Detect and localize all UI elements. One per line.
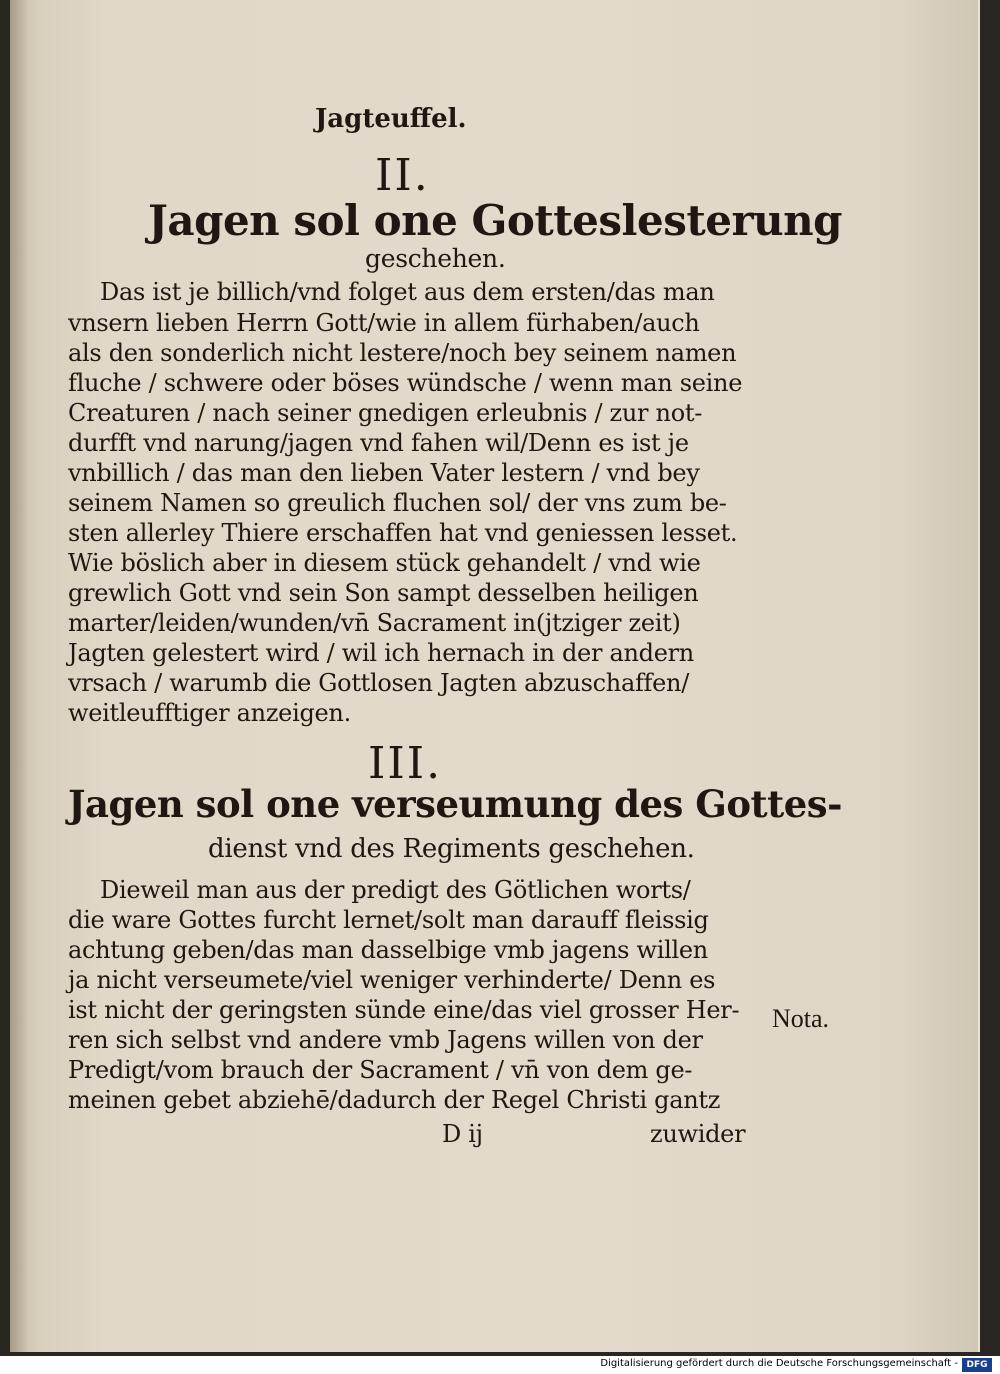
section-heading-iii: Jagen sol one verseumung des Gottes-	[68, 782, 842, 826]
text-line: grewlich Gott vnd sein Son sampt desselben heiligen	[68, 579, 699, 607]
footer-credit: Digitalisierung gefördert durch die Deutsche Forschungsgemeinschaft -	[600, 1358, 958, 1369]
text-line: meinen gebet abziehē/dadurch der Regel Christi gantz	[68, 1086, 721, 1114]
text-line: weitleufftiger anzeigen.	[68, 699, 351, 727]
text-line: ist nicht der geringsten sünde eine/das viel grosser Her-	[68, 996, 740, 1024]
section-heading-ii: Jagen sol one Gotteslesterung	[148, 196, 843, 245]
running-head: Jagteuffel.	[315, 104, 467, 134]
page-gutter-shadow	[10, 0, 28, 1352]
text-line: Creaturen / nach seiner gnedigen erleubnis / zur not-	[68, 399, 703, 427]
text-line: seinem Namen so greulich fluchen sol/ der vns zum be-	[68, 489, 727, 517]
text-line: Predigt/vom brauch der Sacrament / vn̄ von dem ge-	[68, 1056, 693, 1084]
section-numeral-ii: II.	[375, 150, 430, 201]
text-line: vrsach / warumb die Gottlosen Jagten abzuschaffen/	[68, 669, 689, 697]
section-heading-ii-continued: geschehen.	[365, 244, 506, 273]
text-line: vnbillich / das man den lieben Vater lestern / vnd bey	[68, 459, 700, 487]
text-line: marter/leiden/wunden/vn̄ Sacrament in(jtziger zeit)	[68, 609, 681, 637]
text-line: vnsern lieben Herrn Gott/wie in allem fürhaben/auch	[68, 309, 700, 337]
text-line: fluche / schwere oder böses wündsche / wenn man seine	[68, 369, 743, 397]
signature-mark: D ij	[442, 1120, 483, 1148]
section-heading-iii-continued: dienst vnd des Regiments geschehen.	[208, 834, 695, 864]
catchword: zuwider	[650, 1120, 746, 1148]
text-line: ren sich selbst vnd andere vmb Jagens willen von der	[68, 1026, 703, 1054]
text-line: ja nicht verseumete/viel weniger verhinderte/ Denn es	[68, 966, 716, 994]
text-line: durfft vnd narung/jagen vnd fahen wil/Denn es ist je	[68, 429, 689, 457]
section-numeral-iii: III.	[368, 738, 443, 789]
text-line: als den sonderlich nicht lestere/noch bey seinem namen	[68, 339, 737, 367]
text-line: Das ist je billich/vnd folget aus dem ersten/das man	[100, 278, 715, 306]
text-line: sten allerley Thiere erschaffen hat vnd geniessen lesset.	[68, 519, 738, 547]
margin-note: Nota.	[772, 1004, 830, 1033]
footer-bar	[0, 1356, 1000, 1374]
dfg-logo: DFG	[962, 1358, 992, 1372]
book-page	[10, 0, 980, 1352]
text-line: Dieweil man aus der predigt des Götlichen worts/	[100, 876, 691, 904]
text-line: die ware Gottes furcht lernet/solt man darauff fleissig	[68, 906, 709, 934]
text-line: Wie böslich aber in diesem stück gehandelt / vnd wie	[68, 549, 701, 577]
text-line: achtung geben/das man dasselbige vmb jagens willen	[68, 936, 708, 964]
text-line: Jagten gelestert wird / wil ich hernach in der andern	[68, 639, 694, 667]
